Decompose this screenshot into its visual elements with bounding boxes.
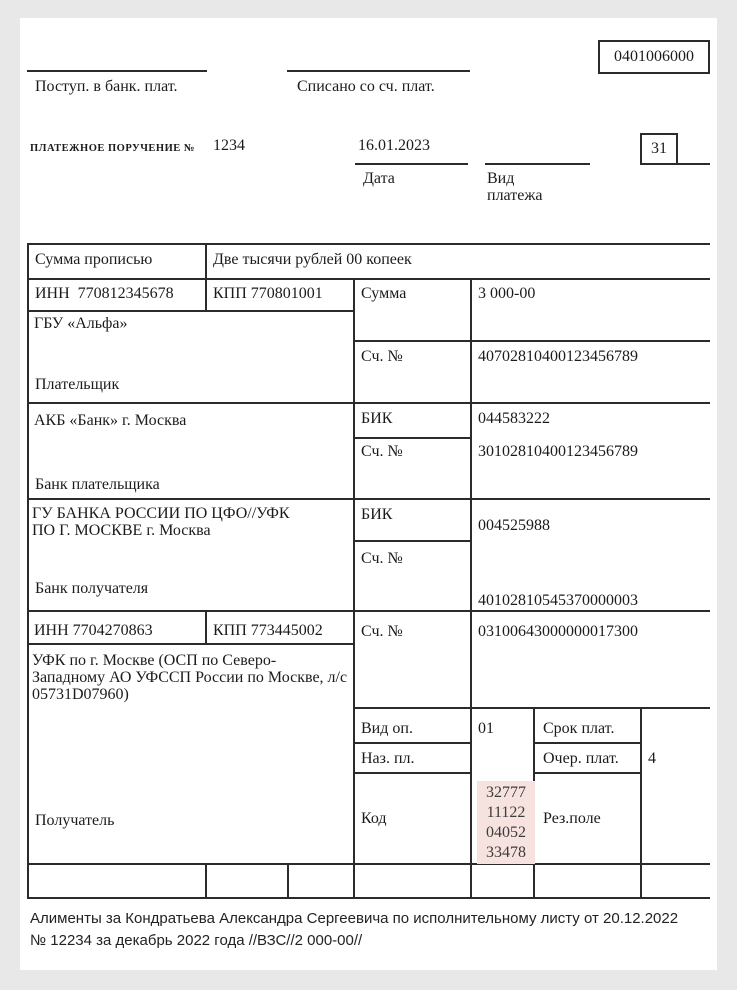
- payer-bank-section-label: Банк плательщика: [35, 476, 160, 493]
- code-line: 33478: [486, 843, 526, 861]
- grid-line: [533, 772, 640, 774]
- grid-line: [353, 340, 710, 342]
- payee-name-line3: 05731D07960): [32, 686, 129, 703]
- payment-kind-label: Вид платежа: [487, 170, 543, 204]
- operation-type-label: Вид оп.: [361, 720, 413, 737]
- payee-bank-bik-value: 004525988: [478, 517, 550, 534]
- grid-line: [205, 863, 207, 899]
- debited-from-account-label: Списано со сч. плат.: [297, 78, 435, 95]
- document-number: 1234: [213, 137, 245, 154]
- grid-line: [287, 70, 470, 72]
- priority-value: 4: [648, 750, 656, 767]
- grid-line: [353, 707, 710, 709]
- grid-line: [27, 70, 207, 72]
- payee-name-line1: УФК по г. Москве (ОСП по Северо-: [32, 652, 277, 669]
- payer-name: ГБУ «Альфа»: [34, 315, 128, 332]
- payment-name-label: Наз. пл.: [361, 750, 415, 767]
- payer-account-label: Сч. №: [361, 348, 403, 365]
- payee-bank-section-label: Банк получателя: [35, 580, 149, 597]
- payer-bank-bik-value: 044583222: [478, 410, 550, 427]
- priority-label: Очер. плат.: [543, 750, 619, 767]
- grid-line: [205, 243, 207, 312]
- grid-line: [678, 163, 710, 165]
- operation-type-value: 01: [478, 720, 494, 737]
- grid-line: [27, 402, 710, 404]
- payee-section-label: Получатель: [35, 812, 115, 829]
- grid-line: [353, 772, 470, 774]
- grid-line: [640, 707, 642, 899]
- payer-bank-name: АКБ «Банк» г. Москва: [34, 412, 187, 429]
- grid-line: [27, 498, 710, 500]
- amount-in-words-value: Две тысячи рублей 00 копеек: [213, 251, 412, 268]
- payee-bank-account-label: Сч. №: [361, 550, 403, 567]
- payee-bank-name-line1: ГУ БАНКА РОССИИ ПО ЦФО//УФК: [32, 505, 290, 522]
- payee-bank-account-value: 40102810545370000003: [478, 592, 638, 609]
- payee-account-label: Сч. №: [361, 623, 403, 640]
- payer-kpp: КПП 770801001: [213, 285, 323, 302]
- payer-inn: ИНН 770812345678: [35, 285, 174, 302]
- code-line: 04052: [486, 823, 526, 841]
- amount-in-words-label: Сумма прописью: [35, 251, 153, 268]
- payee-bank-bik-label: БИК: [361, 506, 393, 523]
- grid-line: [470, 278, 472, 899]
- grid-line: [27, 897, 710, 899]
- payer-status-box: [640, 133, 678, 165]
- grid-line: [533, 742, 640, 744]
- grid-line: [353, 437, 470, 439]
- reserve-field-label: Рез.поле: [543, 810, 601, 827]
- document-title: ПЛАТЕЖНОЕ ПОРУЧЕНИЕ №: [30, 143, 195, 154]
- payee-account-value: 03100643000000017300: [478, 623, 638, 640]
- grid-line: [27, 643, 353, 645]
- payment-term-label: Срок плат.: [543, 720, 615, 737]
- payee-inn: ИНН 7704270863: [34, 622, 153, 639]
- payer-account-value: 40702810400123456789: [478, 348, 638, 365]
- grid-line: [353, 540, 470, 542]
- grid-line: [27, 610, 710, 612]
- code-line: 11122: [486, 803, 526, 821]
- payee-bank-name-line2: ПО Г. МОСКВЕ г. Москва: [32, 522, 211, 539]
- payer-status-value: 31: [651, 140, 667, 157]
- grid-line: [27, 310, 353, 312]
- payee-name-line2: Западному АО УФССП России по Москве, л/с: [32, 669, 348, 686]
- grid-line: [27, 243, 710, 245]
- grid-line: [485, 163, 590, 165]
- payment-order-page: [20, 18, 717, 970]
- grid-line: [27, 243, 29, 899]
- grid-line: [287, 863, 289, 899]
- amount-label: Сумма: [361, 285, 407, 302]
- grid-line: [27, 863, 710, 865]
- payer-bank-account-label: Сч. №: [361, 443, 403, 460]
- code-label: Код: [361, 810, 387, 827]
- payee-kpp: КПП 773445002: [213, 622, 323, 639]
- form-code-box: [598, 40, 710, 74]
- grid-line: [205, 610, 207, 645]
- date-label: Дата: [363, 170, 395, 187]
- code-value-highlight: [477, 781, 535, 864]
- received-in-bank-label: Поступ. в банк. плат.: [35, 78, 178, 95]
- grid-line: [27, 278, 710, 280]
- payer-bank-account-value: 30102810400123456789: [478, 443, 638, 460]
- payer-section-label: Плательщик: [35, 376, 120, 393]
- payment-purpose-text: Алименты за Кондратьева Александра Сергеевича по исполнительному листу от 20.12.2022 № 12234 за декабрь 2022 года //ВЗС//2 000-00//: [30, 910, 679, 949]
- payer-bank-bik-label: БИК: [361, 410, 393, 427]
- code-line: 32777: [486, 783, 526, 801]
- grid-line: [353, 742, 470, 744]
- form-code: 0401006000: [614, 48, 694, 65]
- amount-value: 3 000-00: [478, 285, 536, 302]
- date-value: 16.01.2023: [358, 137, 430, 154]
- grid-line: [355, 163, 468, 165]
- grid-line: [353, 278, 355, 899]
